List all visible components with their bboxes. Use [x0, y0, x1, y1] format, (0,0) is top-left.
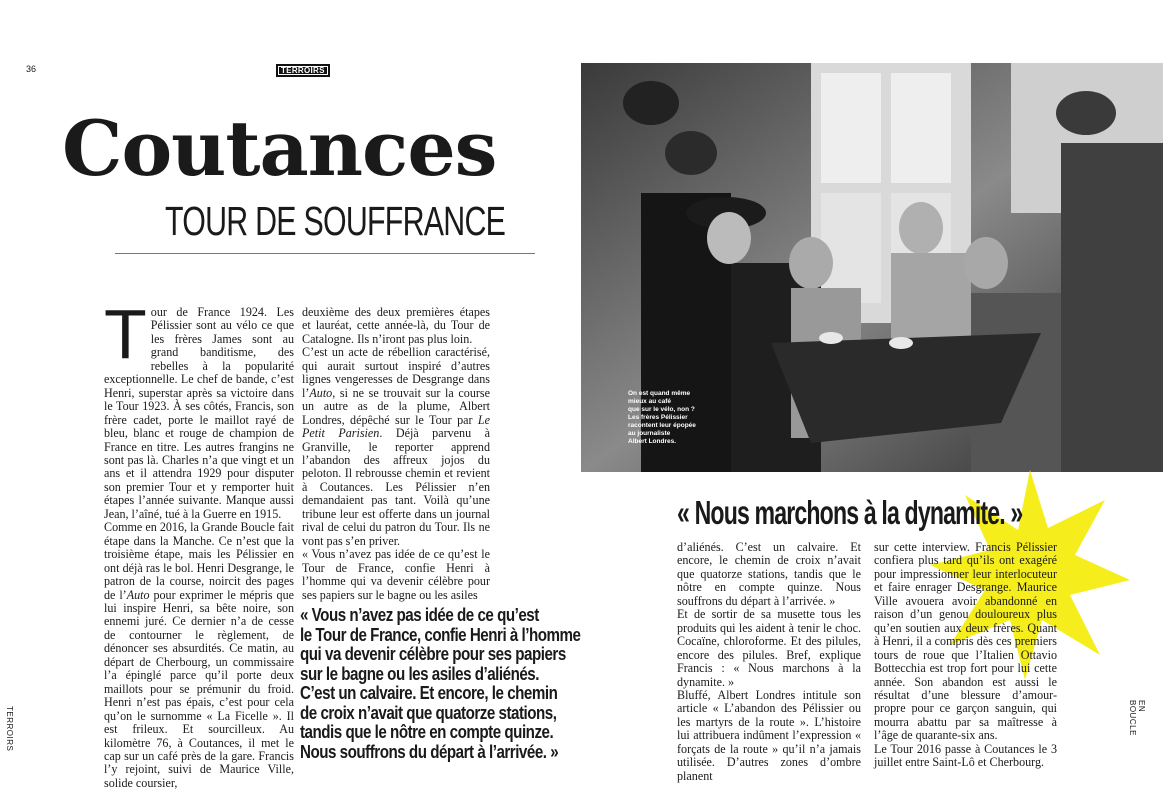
pull-quote-line: tandis que le nôtre en compte quinze.: [300, 721, 554, 742]
article-title: Coutances: [62, 104, 497, 193]
pull-quote-line: sur le bagne ou les asiles d’aliénés.: [300, 662, 539, 684]
caption-line: au journaliste: [628, 430, 671, 437]
italic-title: Auto: [126, 587, 150, 602]
rubric-label: TERROIRS: [276, 64, 330, 77]
paragraph-text: pour exprimer le mépris que lui inspire Henri, sa bête noire, son ennemi juré. Ce dernier n’a de cesse de contourner le règlement, de dénoncer ses absurdités. Ce matin, au départ de Cherbourg, un commissaire l’a épinglé parce qu’il porte deux maillots pour se prémunir du froid. Henri n’est pas épais, c’est pour cela qu’on le surnomme « La Ficelle ». Il est frileux. Et sourcilleux. Au kilomètre 76, à Coutances, il met le cap sur un café près de la gare. Francis l’y rejoint, suivi de Maurice Ville, solide coursier,: [104, 587, 295, 790]
article-subtitle: TOUR DE SOUFFRANCE: [165, 198, 506, 244]
pull-quote-line: de croix n’avait que quatorze stations,: [300, 701, 557, 723]
paragraph: [104, 295, 294, 521]
feature-headline: « Nous marchons à la dynamite. »: [677, 494, 1023, 531]
caption-line: que sur le vélo, non ?: [628, 406, 695, 413]
side-section-label: TERROIRS: [5, 706, 14, 752]
paragraph: Le Tour 2016 passe à Coutances le 3 juillet entre Saint-Lô et Cherbourg.: [874, 741, 1057, 770]
title-rule: [115, 253, 535, 254]
paragraph: sur cette interview. Francis Pélissier confiera plus tard qu’ils ont exagéré pour impressionner leur interlocuteur et faire enrager Desgrange. Maurice Ville avouera avoir abandonné en raison d’un genou douloureux plus qu’en soutien aux deux frères. Quant à Henri, il a compris dès ces premiers tours de roue que l’Italien Ottavio Bottecchia est trop fort pour lui cette année. Son abandon est aussi le résultat d’une blessure d’amour-propre pour ce garçon sanguin, qui mourra abattu par sa maîtresse à l’âge de quarante-six ans.: [874, 540, 1057, 743]
paragraph: « Vous n’avez pas idée de ce qu’est le Tour de France, confie Henri à l’homme qui va devenir célèbre pour ses papiers sur le bagne ou les asiles: [302, 547, 490, 602]
paragraph: deuxième des deux premières étapes et lauréat, cette année-là, du Tour de Catalogne. Ils n’iront pas plus loin.: [302, 305, 490, 346]
paragraph: Et de sortir de sa musette tous les produits qui les aident à tenir le choc. Cocaïne, chloroforme. Et des pilules, encore des pilules. Bref, explique Francis : « Nous marchons à la dynamite. »: [677, 607, 861, 689]
paragraph-text: Comme en 2016, la Grande Boucle fait étape dans la Manche. Ce n’est que la troisième étape, mais les Pélissier en ont déjà ras le bol. Henri Desgrange, le patron de la course, noircit des pages de l’: [104, 520, 294, 602]
drop-cap: T: [104, 295, 147, 373]
caption-line: mieux au café: [628, 398, 671, 405]
caption-line: On est quand même: [628, 390, 691, 397]
caption-line: racontent leur épopée: [628, 422, 696, 429]
photo-caption: [628, 390, 718, 446]
pull-quote-line: le Tour de France, confie Henri à l’homme: [300, 623, 581, 645]
side-section-label: EN BOUCLE: [1128, 700, 1146, 736]
pull-quote-line: Nous souffrons du départ à l’arrivée. »: [300, 740, 559, 762]
caption-line: Les frères Pélissier: [628, 414, 688, 421]
paragraph-text: our de France 1924. Les Pélissier sont au vélo ce que les frères James sont au grand banditisme, des rebelles à la popularité exceptionnelle. Le chef de bande, c’est Henri, superstar après sa victoire dans le Tour 1923. À ses côtés, Francis, son frère cadet, porte le maillot rayé de bleu, blanc et rouge de champion de France en titre. Les autres frangins ne sont pas là. Charles n’a que vingt et un ans et il attendra 1929 pour disputer son premier Tour et y remporter huit étapes l’année suivante. Manque aussi Jean, l’aîné, tué à la Guerre en 1915.: [104, 305, 294, 521]
italic-title: Auto: [309, 385, 333, 400]
paragraph: d’aliénés. C’est un calvaire. Et encore, le chemin de croix n’avait que quatorze stations, tandis que le nôtre en compte quinze. Nous souffrons du départ à l’arrivée. »: [677, 540, 861, 608]
paragraph: Bluffé, Albert Londres intitule son article « L’abandon des Pélissier ou les martyrs de la route ». L’histoire lui attribuera indûment l’expression « forçats de la route » qu’il n’a jamais utilisée. D’autres zones d’ombre planent: [677, 687, 861, 783]
pull-quote: [300, 604, 581, 762]
pull-quote-line: qui va devenir célèbre pour ses papiers: [300, 643, 566, 664]
paragraph-text: , si ne se trouvait sur la course un autre as de la plume, Albert Londres, dépêché sur le Tour par: [302, 385, 490, 427]
paragraph-text: C’est un acte de rébellion caractérisé, qui aurait surtout inspiré d’autres lignes vengeresses de Desgrange dans l’: [302, 345, 490, 400]
body-column-4: [874, 541, 1057, 770]
body-column-1: [104, 295, 295, 790]
italic-title: Le Petit Parisien: [302, 412, 490, 441]
page-number: 36: [26, 64, 37, 74]
paragraph: [104, 521, 294, 790]
pull-quote-line: C’est un calvaire. Et encore, le chemin: [300, 682, 558, 703]
body-column-3: [677, 541, 861, 783]
paragraph-text: . Déjà parvenu à Granville, le reporter apprend l’abandon des affreux jojos du peloton. Il rebrousse chemin et revient à Coutances. Les Pélissier n’en demandaient pas tant. Voilà qu’une tribune leur est offerte dans un journal rival de celui du patron du Tour. Ils ne vont pas s’en priver.: [302, 426, 490, 548]
caption-line: Albert Londres.: [628, 438, 677, 445]
pull-quote-line: « Vous n’avez pas idée de ce qu’est: [300, 604, 539, 625]
body-column-2: [302, 306, 490, 602]
paragraph: [302, 346, 490, 548]
